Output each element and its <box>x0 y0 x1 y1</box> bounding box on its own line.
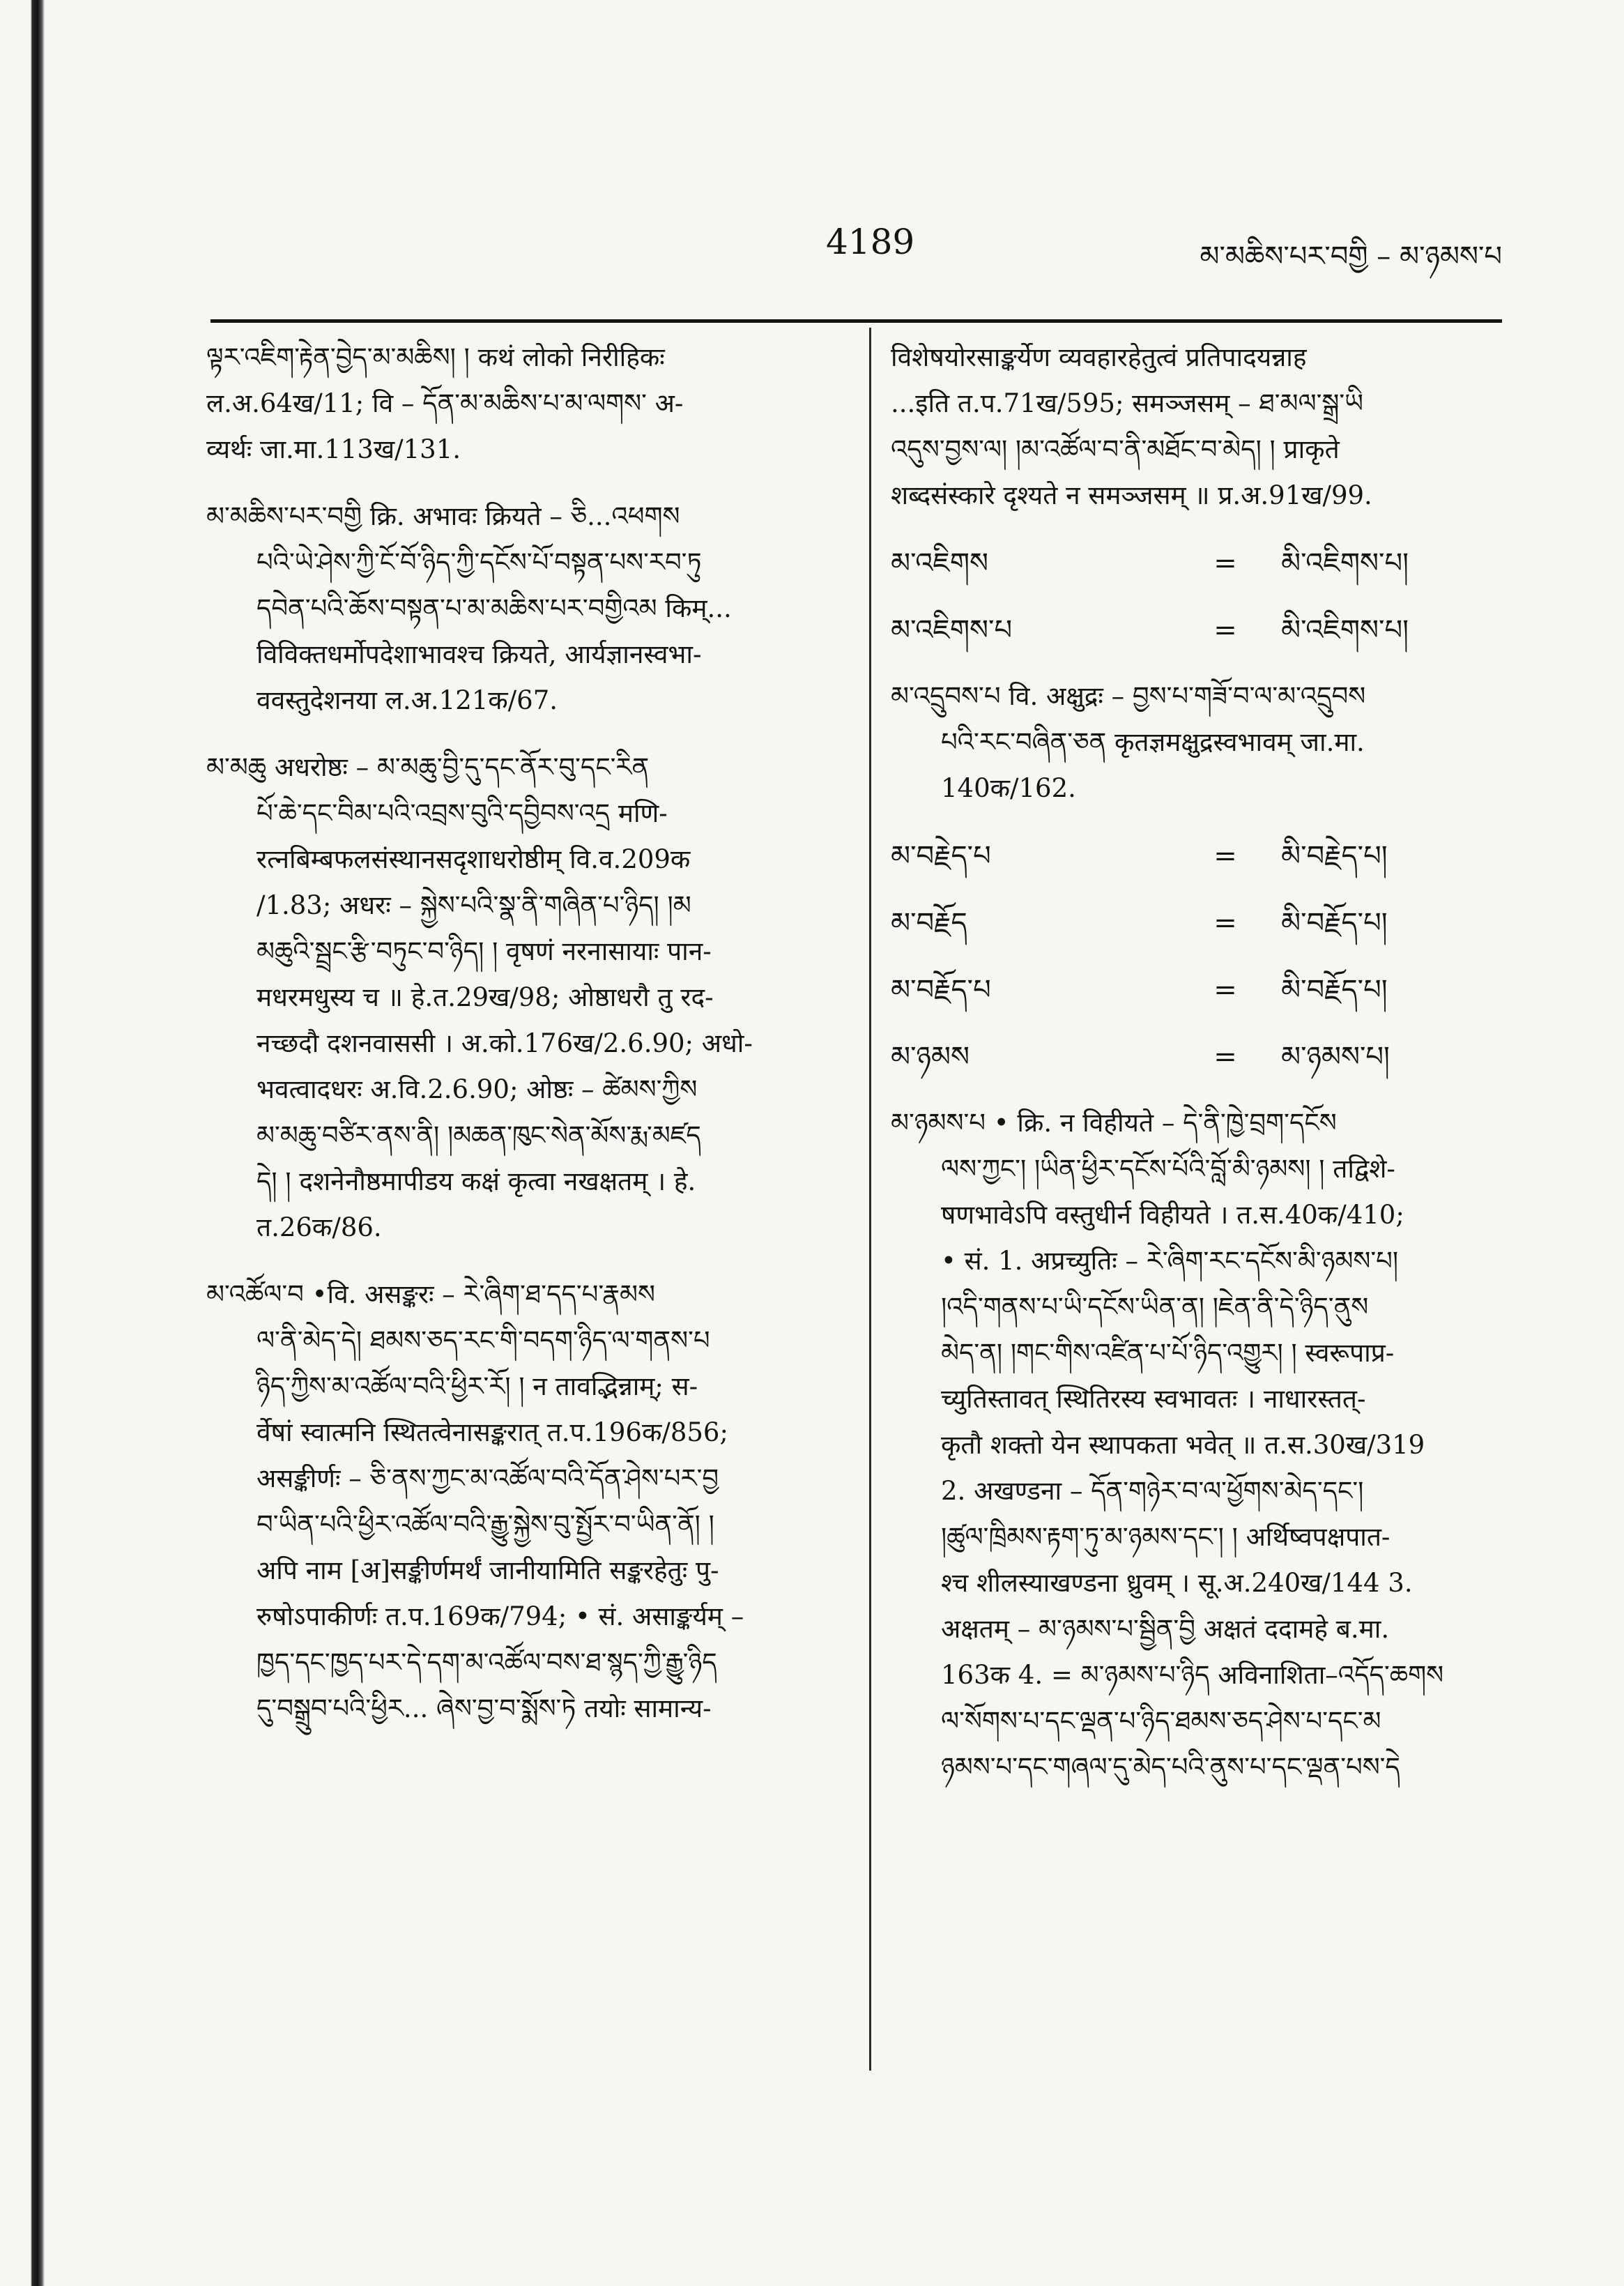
text-line: མ་འདྲུབས་པ वि. अक्षुद्रः – བྱས་པ་གཟོ་བ་ལ་མ་འདྲུབས <box>891 681 1366 711</box>
equals-sign: = <box>1213 1041 1237 1073</box>
dictionary-entry <box>891 673 1502 811</box>
text-line: व्यर्थः जा.मा.113ख/131. <box>206 434 461 464</box>
entry-continuation <box>891 335 1502 519</box>
xref-target: མི་འཇིགས་པ། <box>1281 547 1409 579</box>
text-line: ववस्तुदेशनया ल.अ.121क/67. <box>256 685 558 715</box>
text-line: །འདི་གནས་པ་ཡི་དངོས་ཡིན་ན། །ཇེན་ནི་དེ་ཉིད་ནུས <box>941 1292 1369 1322</box>
text-line: བ་ཡིན་པའི་ཕྱིར་འཚོལ་བའི་རྒྱུ་སྐྱེས་བུ་སྤྱོར་བ་ཡིན་ནོ། ། <box>256 1509 714 1539</box>
text-line: ཁྱད་དང་ཁྱད་པར་དེ་དག་མ་འཚོལ་བས་ཐ་སྙད་ཀྱི་རྒྱུ་ཉིད <box>256 1647 717 1677</box>
text-line: षणभावेऽपि वस्तुधीर्न विहीयते । त.स.40क/410; <box>941 1200 1404 1230</box>
xref-target: མི་བརྗོད་པ། <box>1281 974 1388 1006</box>
text-line: མ་ཉམས་པ • क्रि. न विहीयते – དེ་ནི་ཁྱེ་བྲག་དངོས <box>891 1108 1337 1138</box>
text-line: མ་འཚོལ་བ •वि. असङ्करः – རེ་ཞིག་ཐ་དད་པ་རྣམས <box>206 1279 655 1309</box>
text-line: 140क/162. <box>941 773 1076 803</box>
text-line: དེ། ། दशनेनौष्ठमापीडय कक्षं कृत्वा नखक्षतम् । हे. <box>256 1166 696 1196</box>
text-line: र्वेषां स्वात्मनि स्थितत्वेनासङ्करात् त.प.196क/856; <box>256 1417 728 1447</box>
text-line: /1.83; अधरः – སྐྱེས་པའི་སྣ་ནི་གཞིན་པ་ཉིད། །མ <box>256 890 691 920</box>
dictionary-entry <box>206 1272 837 1732</box>
text-line: ཉམས་པ་དང་གཞལ་དུ་མེད་པའི་ནུས་པ་དང་ལྡན་པས་དེ <box>941 1752 1400 1782</box>
equals-sign: = <box>1213 907 1237 939</box>
text-line: དབེན་པའི་ཆོས་བསྟན་པ་མ་མཆིས་པར་བགྱིའམ किम्... <box>256 593 732 623</box>
text-line: ལ་ནི་མེད་དེ། ཐམས་ཅད་རང་གི་བདག་ཉིད་ལ་གནས་པ <box>256 1325 710 1355</box>
text-line: अक्षतम् – མ་ཉམས་པ་སྦྱིན་བྱི अक्षतं ददामहे ब.मा. <box>941 1614 1390 1644</box>
dictionary-entry <box>206 494 837 724</box>
text-line: च्युतिस्तावत् स्थितिरस्य स्वभावतः । नाधारस्तत्- <box>941 1384 1366 1414</box>
xref-word: མ་བརྗོད་པ <box>891 974 991 1006</box>
running-head: མ་མཆིས་པར་བགྱི – མ་ཉམས་པ <box>1200 241 1502 273</box>
text-line: 163क 4. = མ་ཉམས་པ་ཉིད अविनाशिता–འདོད་ཆགས <box>941 1660 1444 1690</box>
text-line: मधरमधुस्य च ॥ हे.त.29ख/98; ओष्ठाधरौ तु रद- <box>256 982 714 1012</box>
text-line: ཉིད་ཀྱིས་མ་འཚོལ་བའི་ཕྱིར་རོ། ། न तावद्भिन्नाम्; स- <box>256 1371 698 1401</box>
entry-continuation <box>206 335 837 473</box>
text-line: མ་མཆིས་པར་བགྱི क्रि. अभावः क्रियते – ཅི...འཕགས <box>206 501 680 531</box>
text-line: པོ་ཆེ་དང་བིམ་པའི་འབྲས་བུའི་དབྱིབས་འདྲ मणि- <box>256 798 668 828</box>
dictionary-entry <box>891 1100 1502 1790</box>
book-spine-shadow <box>0 0 45 2286</box>
equals-sign: = <box>1213 840 1237 872</box>
xref-word: མ་ཉམས <box>891 1041 970 1073</box>
text-line: ...इति त.प.71ख/595; समञ्जसम् – ཐ་མལ་སྒྲ་ཡི <box>891 388 1363 418</box>
left-column <box>206 335 837 1753</box>
cross-reference <box>891 540 1502 587</box>
text-line: ल.अ.64ख/11; वि – དོན་མ་མཆིས་པ་མ་ལགས་ अ- <box>206 388 684 418</box>
text-line: དུ་བསྒྲུབ་པའི་ཕྱིར... ཞེས་བྱ་བ་སྨོས་ཏེ तयोः सामान्य- <box>256 1693 712 1723</box>
text-line: མ་མཆུ अधरोष्ठः – མ་མཆུ་བྱི་དུ་དང་ནོར་བུ་དང་རིན <box>206 752 650 782</box>
xref-word: མ་འཇིགས <box>891 547 989 579</box>
text-line: མཆུའི་སྦྲང་རྩི་བཏུང་བ་ཉིད། ། वृषणं नरनासायाः पान- <box>256 936 712 966</box>
equals-sign: = <box>1213 614 1237 646</box>
text-line: ལྟར་འཇིག་རྟེན་བྱེད་མ་མཆིས། ། कथं लोको निरीहिकः <box>206 342 665 372</box>
text-line: कृतौ शक्तो येन स्थापकता भवेत् ॥ त.स.30ख/319 <box>941 1430 1425 1460</box>
xref-target: མི་བརྗོད་པ། <box>1281 907 1388 939</box>
column-divider <box>869 328 871 2071</box>
text-line: रत्नबिम्बफलसंस्थानसदृशाधरोष्ठीम् वि.व.209क <box>256 844 691 874</box>
cross-reference <box>891 607 1502 654</box>
text-line: नच्छदौ दशनवाससी । अ.को.176ख/2.6.90; अधो- <box>256 1028 753 1058</box>
text-line: असङ्कीर्णः – ཅི་ནས་ཀྱང་མ་འཚོལ་བའི་དོན་ཤེས་པར་བྱ <box>256 1463 719 1493</box>
text-line: ལ་སོགས་པ་དང་ལྡན་པ་ཉིད་ཐམས་ཅད་ཤེས་པ་དང་མ <box>941 1706 1381 1736</box>
text-line: ལས་ཀྱང་། །ཡིན་ཕྱིར་དངོས་པོའི་བློ་མི་ཉམས། ། तद्विशे- <box>941 1154 1395 1184</box>
cross-reference <box>891 966 1502 1014</box>
text-line: མེད་ན། །གང་གིས་འཛིན་པ་པོ་ཉིད་འགྱུར། ། स्वरूपाप्र- <box>941 1338 1395 1368</box>
cross-reference <box>891 832 1502 880</box>
equals-sign: = <box>1213 547 1237 579</box>
text-line: रुषोऽपाकीर्णः त.प.169क/794; • सं. असाङ्कर्यम् – <box>256 1601 744 1631</box>
text-line: །ཚུལ་ཁྲིམས་རྟག་ཏུ་མ་ཉམས་དང་། ། अर्थिष्वपक्षपात- <box>941 1522 1391 1552</box>
xref-target: མི་འཇིགས་པ། <box>1281 614 1409 646</box>
text-line: शब्दसंस्कारे दृश्यते न समञ्जसम् ॥ प्र.अ.91ख/99. <box>891 480 1372 510</box>
text-line: विविक्तधर्मोपदेशाभावश्च क्रियते, आर्यज्ञानस्वभा- <box>256 639 702 669</box>
text-line: པའི་རང་བཞིན་ཅན कृतज्ञमक्षुद्रस्वभावम् जा.मा. <box>941 727 1365 757</box>
xref-word: མ་བརྗོད <box>891 907 967 939</box>
xref-target: མི་བརྗེད་པ། <box>1281 840 1388 872</box>
right-column <box>891 335 1502 1811</box>
header-rule <box>210 319 1502 323</box>
xref-word: མ་བརྗེད་པ <box>891 840 991 872</box>
text-line: भवत्वादधरः अ.वि.2.6.90; ओष्ठः – ཚེམས་ཀྱིས <box>256 1074 698 1104</box>
text-line: པའི་ཡེ་ཤེས་ཀྱི་ངོ་བོ་ཉིད་ཀྱི་དངོས་པོ་བསྟན་པས་རབ་ཏུ <box>256 547 702 577</box>
equals-sign: = <box>1213 974 1237 1006</box>
text-line: त.26क/86. <box>256 1212 382 1242</box>
text-line: विशेषयोरसाङ्कर्येण व्यवहारहेतुत्वं प्रतिपादयन्नाह <box>891 342 1307 372</box>
page-number: 4189 <box>826 222 915 262</box>
text-line: श्च शीलस्याखण्डना ध्रुवम् । सू.अ.240ख/144 3. <box>941 1568 1413 1598</box>
text-line: 2. अखण्डना – དོན་གཉེར་བ་ལ་ཕྱོགས་མེད་དང་། <box>941 1476 1364 1506</box>
cross-reference <box>891 1033 1502 1081</box>
text-line: འདུས་བྱས་ལ། །མ་འཚོལ་བ་ནི་མཐོང་བ་མེད། ། प्राकृते <box>891 434 1340 464</box>
cross-reference <box>891 899 1502 947</box>
xref-word: མ་འཇིགས་པ <box>891 614 1013 646</box>
text-line: • सं. 1. अप्रच्युतिः – རེ་ཞིག་རང་དངོས་མི་ཉམས་པ། <box>941 1246 1399 1276</box>
text-line: अपि नाम [अ]सङ्कीर्णमर्थं जानीयामिति सङ्करहेतुः पु- <box>256 1555 719 1585</box>
text-line: མ་མཆུ་བཙིར་ནས་ནི། །མཆན་ཁུང་སེན་མོས་རྨ་མཛད <box>256 1120 701 1150</box>
dictionary-entry <box>206 745 837 1251</box>
xref-target: མ་ཉམས་པ། <box>1281 1041 1390 1073</box>
